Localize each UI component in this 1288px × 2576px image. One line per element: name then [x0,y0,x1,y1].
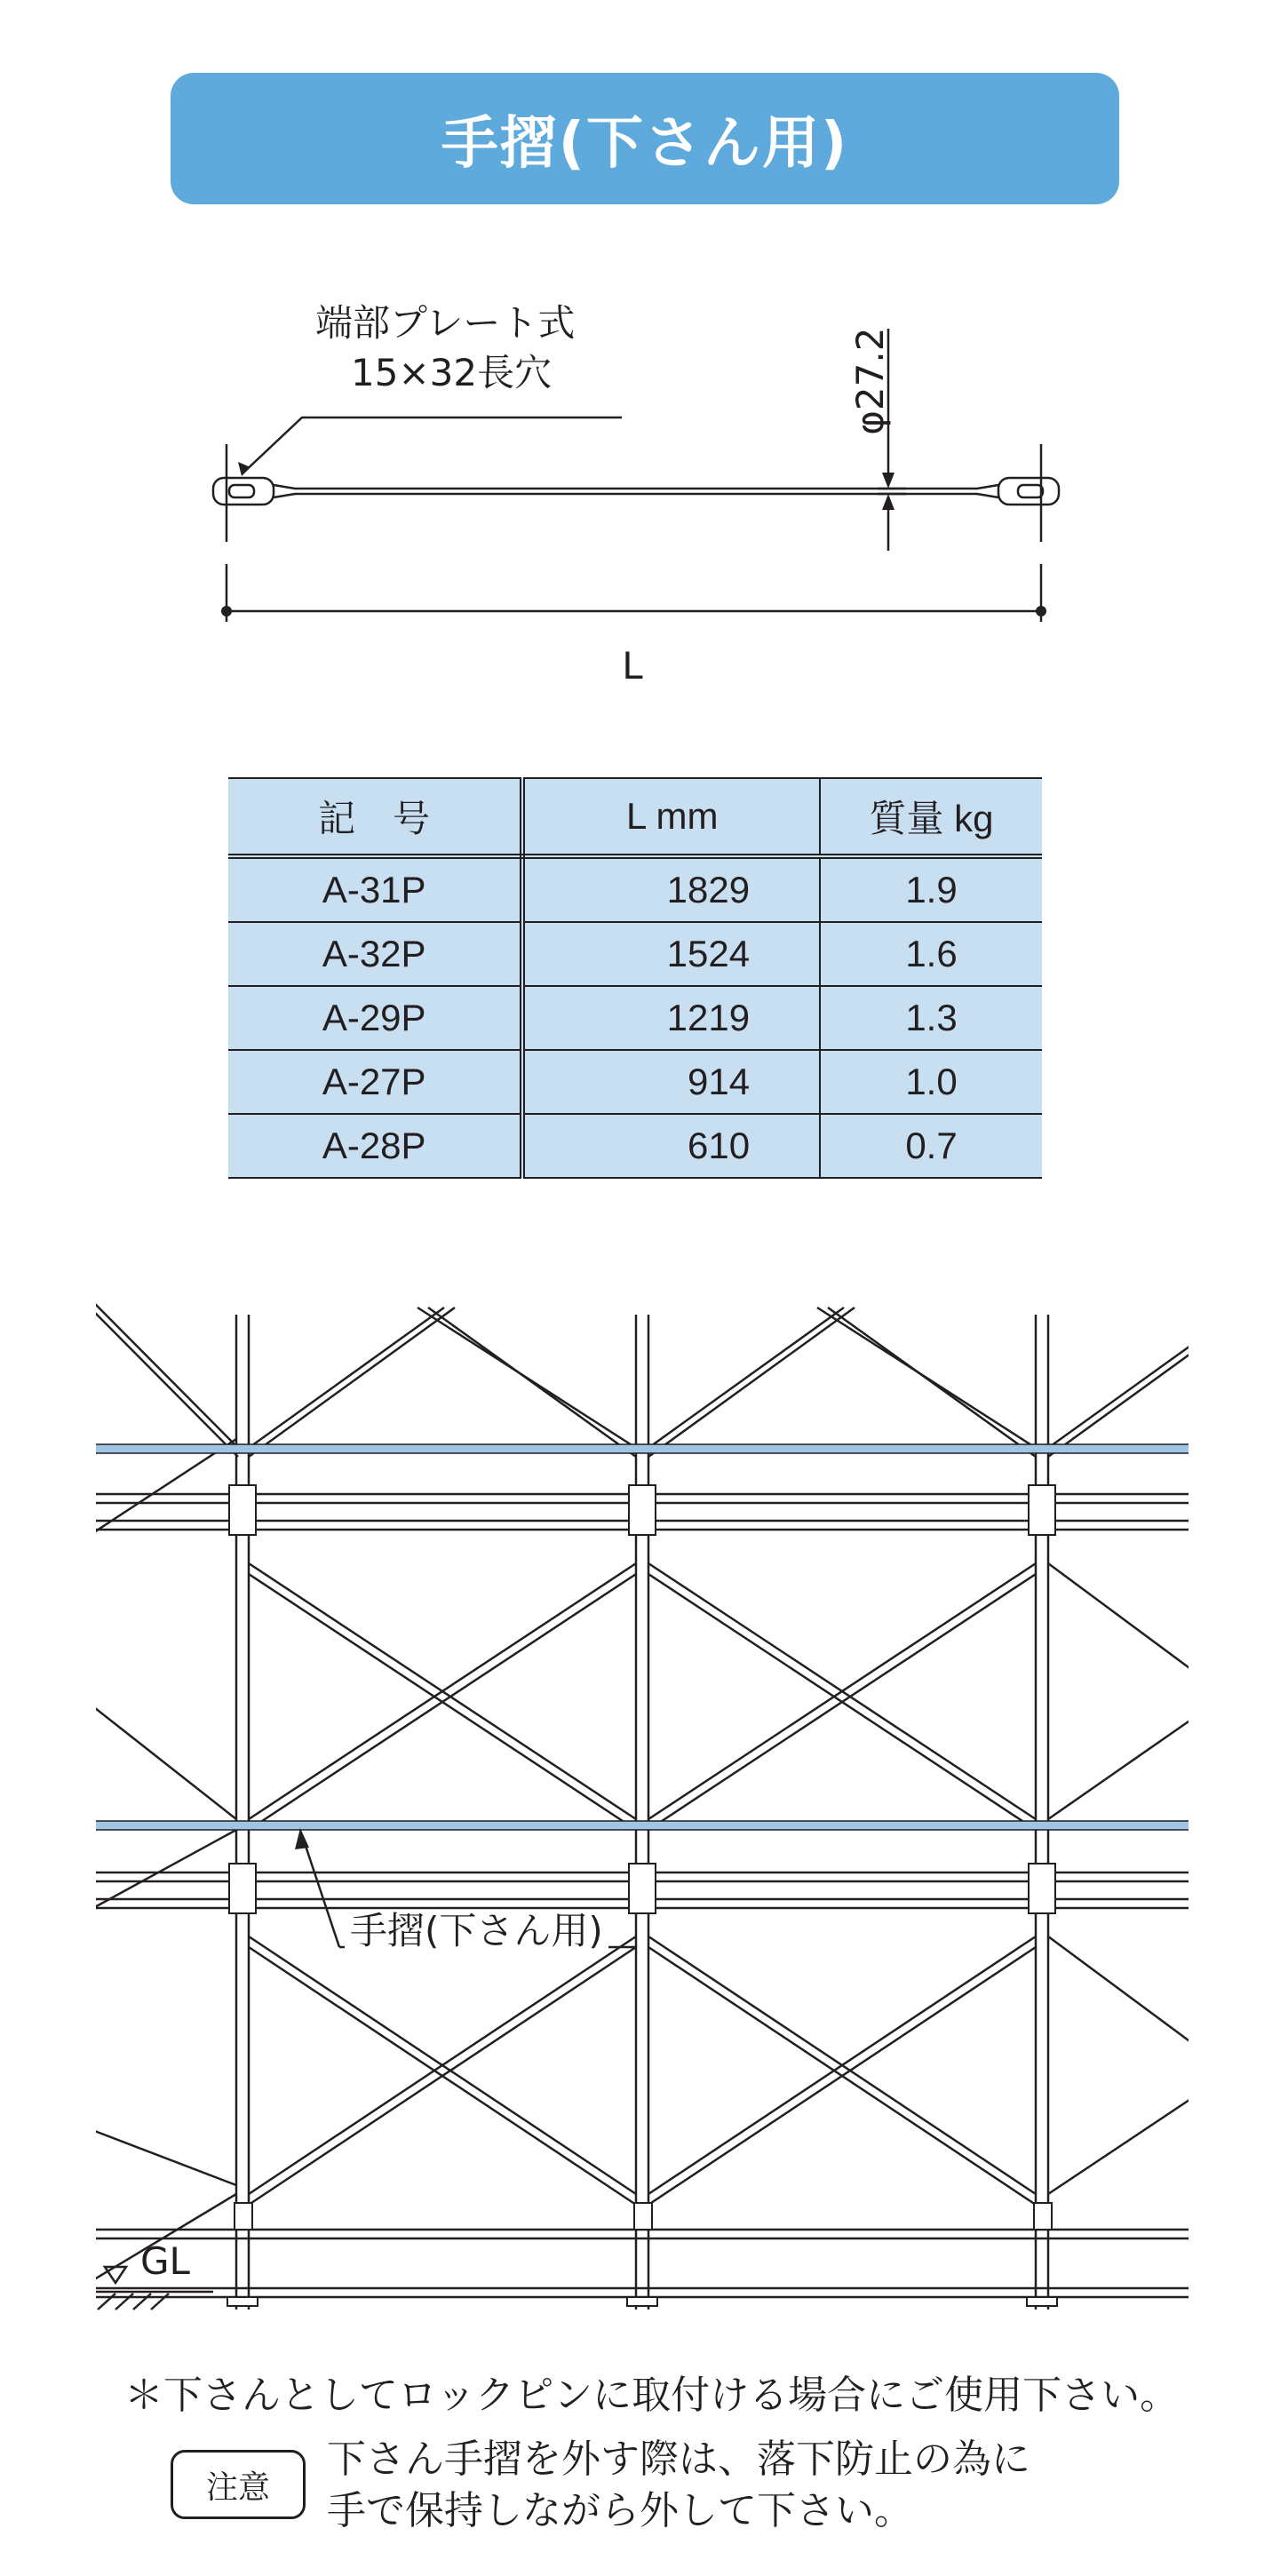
right-slot [1018,485,1043,497]
cell-length: 610 [522,1114,820,1178]
caution-badge: 注意 [171,2450,306,2519]
caution-text [327,2434,1030,2537]
table-row [228,986,1042,1050]
left-slot [229,485,254,497]
table-row [228,1114,1042,1178]
table-header-row [228,778,1042,856]
header-code: 記 号 [228,778,522,856]
right-end-plate [998,478,1059,505]
length-label: L [622,644,643,688]
vertical-posts [236,1315,1048,2310]
callout-leader [302,1835,339,1947]
cell-length: 1524 [522,922,820,986]
cell-mass: 1.3 [820,986,1042,1050]
cell-mass: 1.6 [820,922,1042,986]
cell-code: A-28P [228,1114,522,1178]
end-plate-label-2: 15×32長穴 [351,351,553,394]
left-end-plate [213,478,274,505]
page-title: 手摺(下さん用) [441,111,849,177]
end-plate-label-1: 端部プレート式 [315,301,576,345]
header-length: L mm [522,778,820,856]
caution-line-1: 下さん手摺を外す際は、落下防止の為に [327,2437,1030,2482]
table-row [228,922,1042,986]
scaffold-callout: 手摺(下さん用) [345,1910,608,1952]
scaffold-elevation [0,1297,1288,2345]
post-joints [227,1485,1057,2306]
caution-line-2: 手で保持しながら外して下さい。 [327,2488,913,2534]
cell-mass: 1.9 [820,856,1042,922]
usage-note: ＊下さんとしてロックピンに取付ける場合にご使用下さい。 [124,2373,1180,2418]
table-row [228,1050,1042,1114]
handrail-drawing [0,0,1288,711]
cell-length: 914 [522,1050,820,1114]
cell-code: A-32P [228,922,522,986]
table-row [228,856,1042,922]
cell-code: A-27P [228,1050,522,1114]
cell-length: 1219 [522,986,820,1050]
cell-code: A-29P [228,986,522,1050]
diameter-label: φ27.2 [847,327,892,435]
spec-table [228,777,1042,1179]
header-mass: 質量 kg [820,778,1042,856]
end-plate-leader [242,417,622,474]
ground-label: GL [140,2239,190,2283]
cell-length: 1829 [522,856,820,922]
cell-mass: 0.7 [820,1114,1042,1178]
cell-mass: 1.0 [820,1050,1042,1114]
cell-code: A-31P [228,856,522,922]
